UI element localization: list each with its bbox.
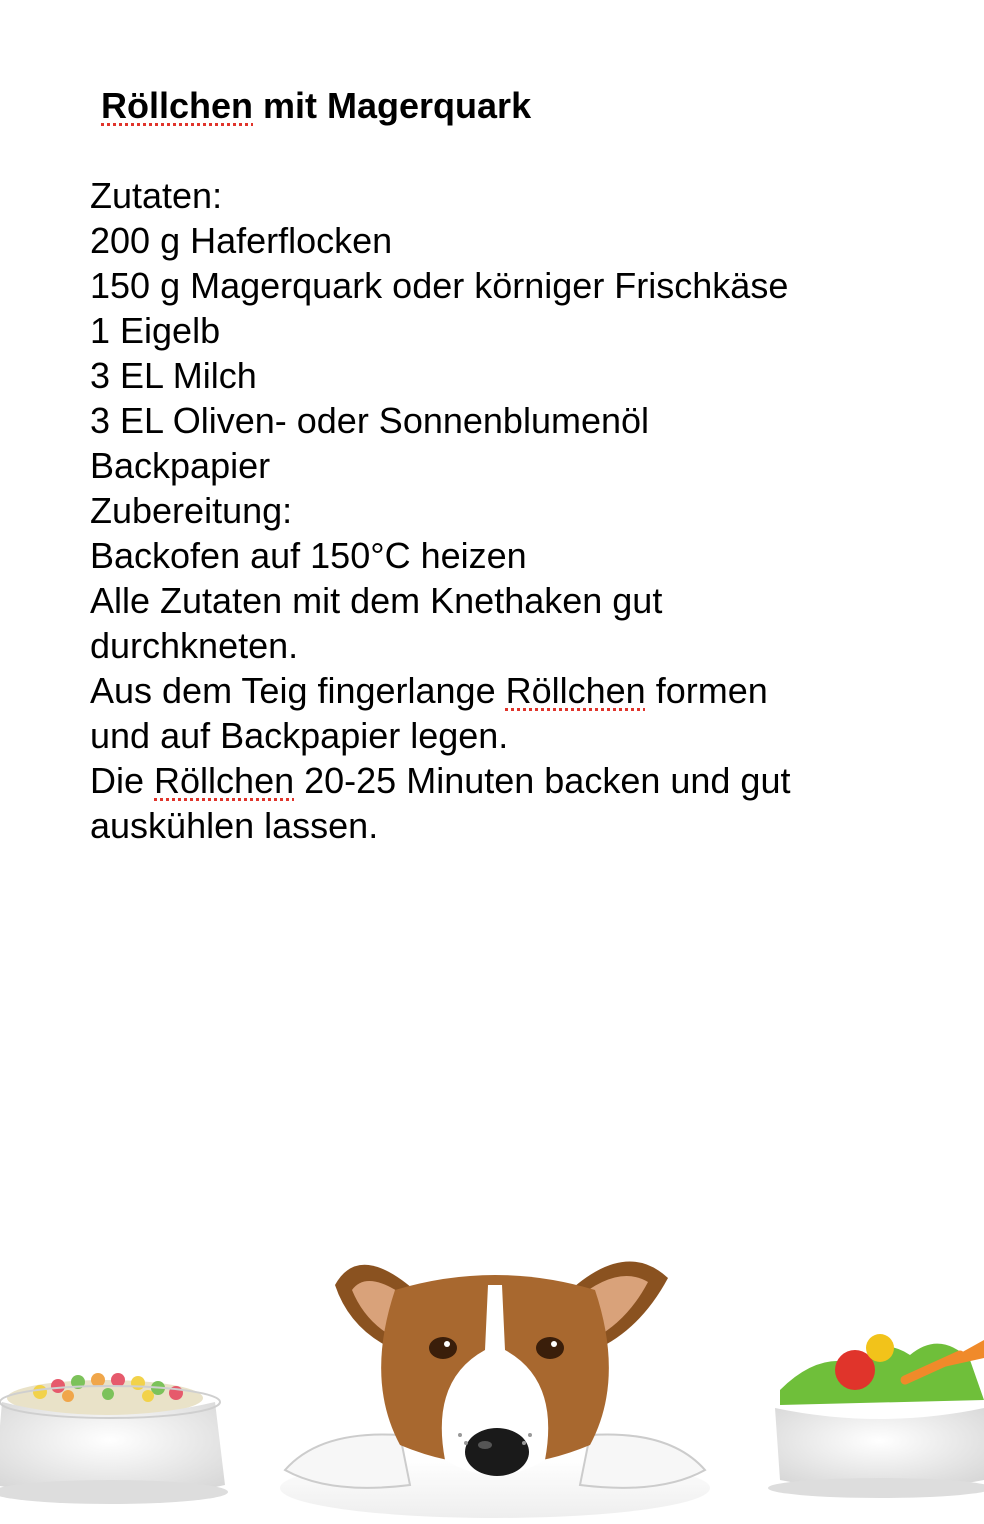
vegetable-bowl-icon [768,1334,984,1498]
recipe-body [90,173,910,848]
misspelled-word: Röllchen [505,670,646,711]
title-rest: mit Magerquark [253,85,532,126]
ingredients-heading: Zutaten: [90,175,223,216]
ingredient-item: 1 Eigelb [90,310,221,351]
preparation-step-continued: durchkneten. [90,625,299,666]
step-text: 20-25 Minuten backen und gut [294,760,791,801]
step-text: Die [90,760,155,801]
preparation-heading: Zubereitung: [90,490,293,531]
preparation-step: Backofen auf 150°C heizen [90,535,527,576]
step-text: Aus dem Teig fingerlange [90,670,506,711]
jack-russell-dog-icon [280,1262,710,1518]
title-misspelled-word: Röllchen [101,85,254,126]
dog-illustration [0,1230,984,1524]
step-text: formen [645,670,768,711]
preparation-step [90,758,910,803]
preparation-step [90,668,910,713]
ingredient-item: Backpapier [90,445,271,486]
preparation-step-continued: auskühlen lassen. [90,805,379,846]
preparation-step: Alle Zutaten mit dem Knethaken gut [90,580,663,621]
dog-food-bowl-icon [0,1373,228,1504]
preparation-step-continued: und auf Backpapier legen. [90,715,509,756]
misspelled-word: Röllchen [154,760,295,801]
ingredient-item: 3 EL Oliven- oder Sonnenblumenöl [90,400,650,441]
ingredient-item: 200 g Haferflocken [90,220,393,261]
ingredient-item: 150 g Magerquark oder körniger Frischkäse [90,265,789,306]
ingredient-item: 3 EL Milch [90,355,257,396]
recipe-title [101,84,531,128]
